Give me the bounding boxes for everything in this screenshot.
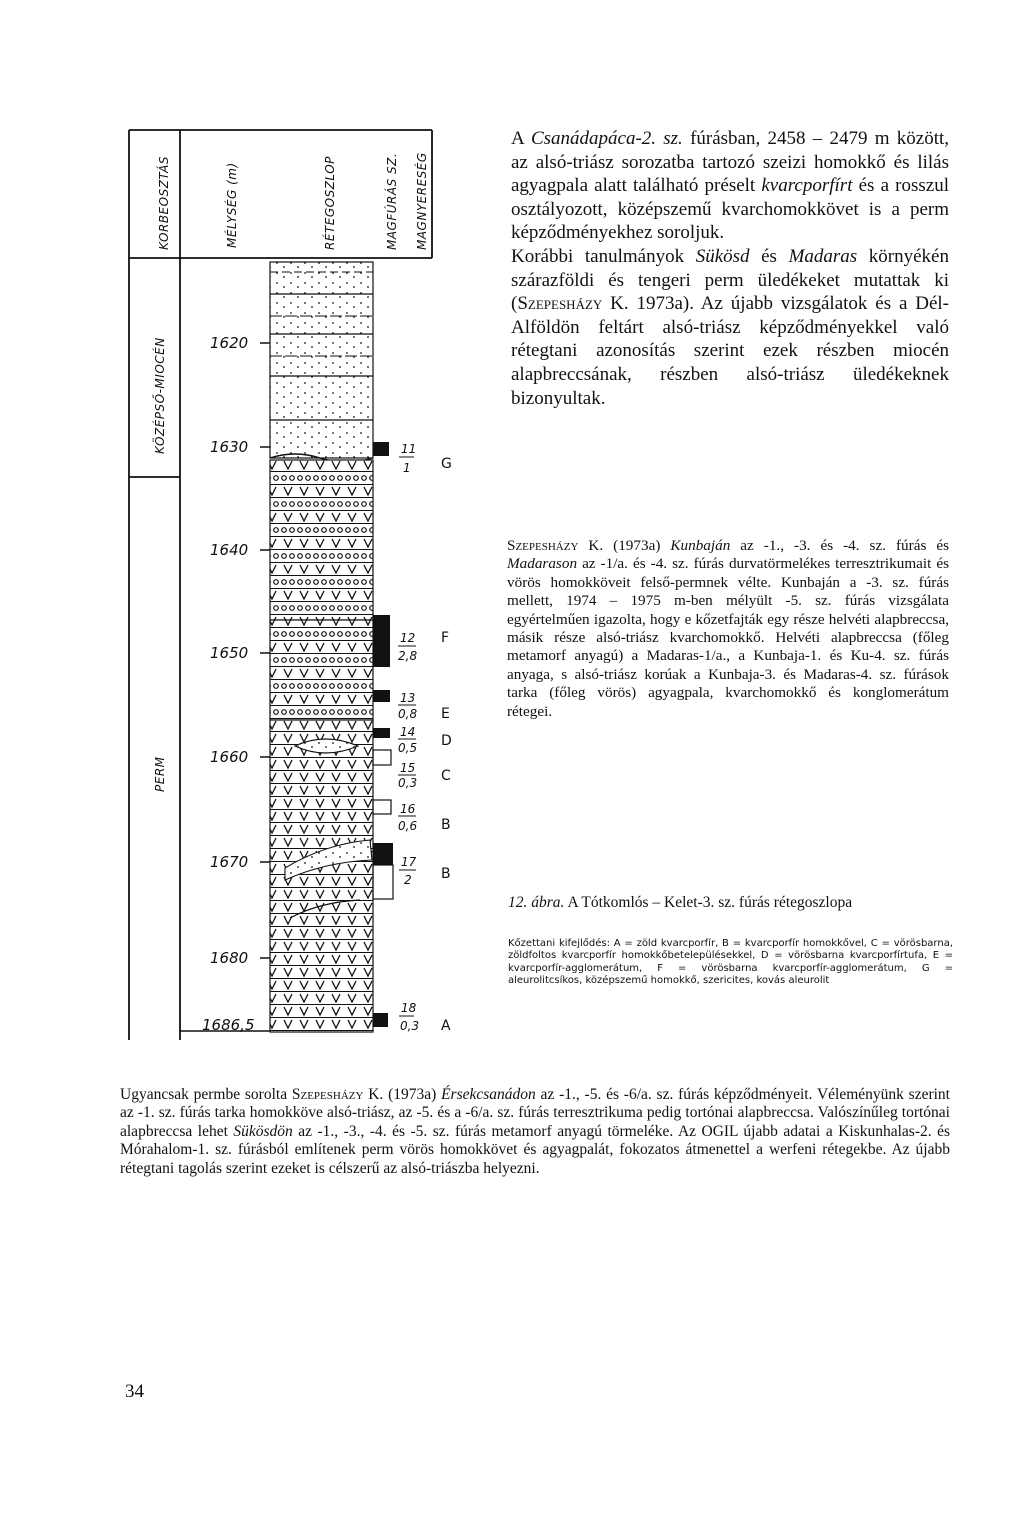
header-retegoszlop: RÉTEGOSZLOP bbox=[323, 156, 337, 250]
caption-label: 12. ábra. bbox=[508, 894, 565, 911]
depth-label: 1620 bbox=[210, 334, 249, 352]
text-run-italic: Madarason bbox=[507, 555, 578, 573]
reference-note bbox=[507, 537, 949, 721]
lithology-letter: C bbox=[441, 768, 451, 784]
core-bars bbox=[373, 442, 393, 1027]
core-recovery: 0,8 bbox=[398, 707, 418, 721]
core-number: 14 bbox=[400, 725, 416, 739]
core-recovery: 0,3 bbox=[398, 776, 418, 790]
core-recovery: 2 bbox=[404, 873, 412, 887]
depth-label: 1670 bbox=[210, 853, 249, 871]
text-run: az -1., -3. és -4. sz. fúrás és bbox=[730, 537, 949, 554]
core-recovery: 1 bbox=[403, 461, 411, 475]
depth-label: 1640 bbox=[210, 541, 249, 559]
lithology-sandstone bbox=[270, 262, 373, 462]
paragraph bbox=[511, 127, 949, 245]
right-column-text bbox=[511, 127, 949, 410]
text-run: K. 1973a). Az újabb vizsgálatok és a Dél-Alföldön feltárt alsó-triász képződményekkel való rétegtani azonosítás szerint ezek részben miocén alapbreccsának, részben alsó-triász üledékeknek bizonyultak. bbox=[511, 293, 949, 409]
text-run: az -1., -5. és -6/a. sz. fúrás képződményeit. Véleményünk szerint az -1. sz. fúrás tarka homokköve alsó-triász, az -5. és a -6/a. sz. fúrás terresztrikuma pedig tortónai alapbreccsa. Valószínűleg tortónai alapbreccsa lehet bbox=[120, 1086, 950, 1140]
lithology-letter: G bbox=[441, 456, 452, 472]
author-name: Szepesházy bbox=[507, 537, 579, 554]
text-run: Ugyancsak permbe sorolta bbox=[120, 1086, 292, 1103]
core-number: 15 bbox=[400, 761, 416, 775]
text-run: Korábbi tanulmányok bbox=[511, 245, 696, 267]
page-number: 34 bbox=[125, 1381, 144, 1402]
author-name: Szepesházy bbox=[291, 1086, 364, 1103]
text-run: K. (1973a) bbox=[578, 537, 671, 554]
paragraph bbox=[511, 245, 949, 410]
figure-caption bbox=[508, 894, 948, 913]
core-recovery: 2,8 bbox=[398, 649, 418, 663]
text-run-italic: Érsekcsanádon bbox=[441, 1086, 536, 1103]
header-melyseg: MÉLYSÉG (m) bbox=[225, 162, 239, 248]
header-korbeosztas: KORBEOSZTÁS bbox=[157, 156, 171, 250]
bottom-paragraph bbox=[120, 1086, 950, 1178]
core-number: 11 bbox=[401, 442, 417, 456]
text-run: A bbox=[511, 128, 531, 149]
core-number: 13 bbox=[400, 691, 416, 705]
depth-label: 1686,5 bbox=[202, 1016, 255, 1034]
lithology-letter: D bbox=[441, 733, 452, 749]
core-recovery: 0,6 bbox=[398, 819, 418, 833]
borehole-column-figure bbox=[120, 120, 490, 1040]
lithology-letter: B bbox=[441, 866, 451, 882]
core-recovery: 0,3 bbox=[400, 1019, 420, 1033]
text-run-italic: Madaras bbox=[788, 245, 858, 267]
depth-label: 1660 bbox=[210, 748, 249, 766]
figure-legend: Kőzettani kifejlődés: A = zöld kvarcporfír, B = kvarcporfír homokkővel, C = vörösbarna, zöldfoltos kvarcporfír homokkőbetelepülésekkel, D = vörösbarna kvarcporfírtufa, E = kvarcporfír-agglomerátum, F = vörösbarna kvarcporfír-agglomerátum, G = aleurolitcsíkos, középszemű homokkő, szericites, kovás aleurolit bbox=[508, 938, 953, 986]
caption-text: A Tótkomlós – Kelet-3. sz. fúrás rétegoszlopa bbox=[564, 894, 853, 911]
header-magfuras: MAGFÚRÁS SZ. bbox=[385, 152, 399, 250]
lithology-letter: A bbox=[441, 1018, 451, 1034]
text-run-italic: Kunbaján bbox=[670, 537, 731, 554]
period-perm: PERM bbox=[153, 756, 167, 792]
lithology-letter: E bbox=[441, 706, 450, 722]
lithology-letters bbox=[441, 456, 452, 1034]
core-labels bbox=[398, 442, 419, 1033]
lithology-porphyry bbox=[270, 460, 373, 1032]
text-run-italic: kvarcporfírt bbox=[761, 175, 853, 197]
author-name: Szepesházy bbox=[517, 293, 603, 315]
text-run: az -1., -3., -4. és -5. sz. fúrás metamorf anyagú törmeléke. Az OGIL újabb adatai a Kiskunhalas-2. és Mórahalom-1. sz. fúrásból említenek perm vörös homokkövet és agyagpalát, fokozatos átmenettel a werfeni rétegekbe. Az újabb rétegtani tagolás szerint ezeket is célszerű az alsó-triászba helyezni. bbox=[120, 1122, 951, 1177]
text-run: az -1/a. és -4. sz. fúrás durvatörmelékes terresztrikumait és vörös homokköveit felső-permnek vélte. Kunbaján a -3. sz. fúrás mellett, 1974 – 1975 m-ben mélyült -5. sz. fúrás vizsgálata egyértelműen igazolta, hogy e kőzetfajták egy része helvéti alapbreccsa, másik része alsó-triász kvarchomokkő. Helvéti alapbreccsa (főleg metamorf anyagú) a Madaras-1/a., a Kunbaja-1. és Ku-4. sz. fúrás anyaga, s alsó-triász korúak a Kunbaja-3. és Madaras-4. sz. fúrások tarka (főleg vörös) agyagpala, kvarchomokkő és konglomerátum rétegei. bbox=[507, 555, 949, 720]
text-run: és bbox=[749, 245, 789, 267]
text-run: fúrásban, 2458 – 2479 m között, az alsó-triász sorozatba tartozó szeizi homokkő és lilás agyagpala alatt található préselt bbox=[511, 128, 949, 197]
header-magnyereseg: MAGNYERESÉG bbox=[415, 152, 429, 250]
core-recovery: 0,5 bbox=[398, 741, 418, 755]
depth-label: 1630 bbox=[210, 438, 249, 456]
depth-label: 1650 bbox=[210, 644, 249, 662]
lithology-letter: B bbox=[441, 817, 451, 833]
text-run: környékén szárazföldi és tengeri perm üledékeket mutattak ki ( bbox=[511, 245, 949, 315]
period-kozepso-miocen: KÖZÉPSŐ-MIOCÉN bbox=[153, 337, 167, 454]
text-run: és a rosszul osztályozott, középszemű kvarchomokkövet is a perm képződményekhez soroljuk. bbox=[511, 175, 950, 244]
depth-label: 1680 bbox=[210, 949, 249, 967]
text-run-italic: Csanádapáca-2. sz. bbox=[530, 128, 683, 149]
lithology-letter: F bbox=[441, 630, 450, 646]
text-run-italic: Sükösdön bbox=[233, 1122, 293, 1140]
text-run-italic: Sükösd bbox=[695, 245, 750, 267]
core-number: 18 bbox=[401, 1001, 417, 1015]
core-number: 16 bbox=[400, 802, 416, 816]
core-number: 12 bbox=[400, 631, 416, 645]
core-number: 17 bbox=[401, 855, 417, 869]
text-run: K. (1973a) bbox=[363, 1086, 442, 1103]
